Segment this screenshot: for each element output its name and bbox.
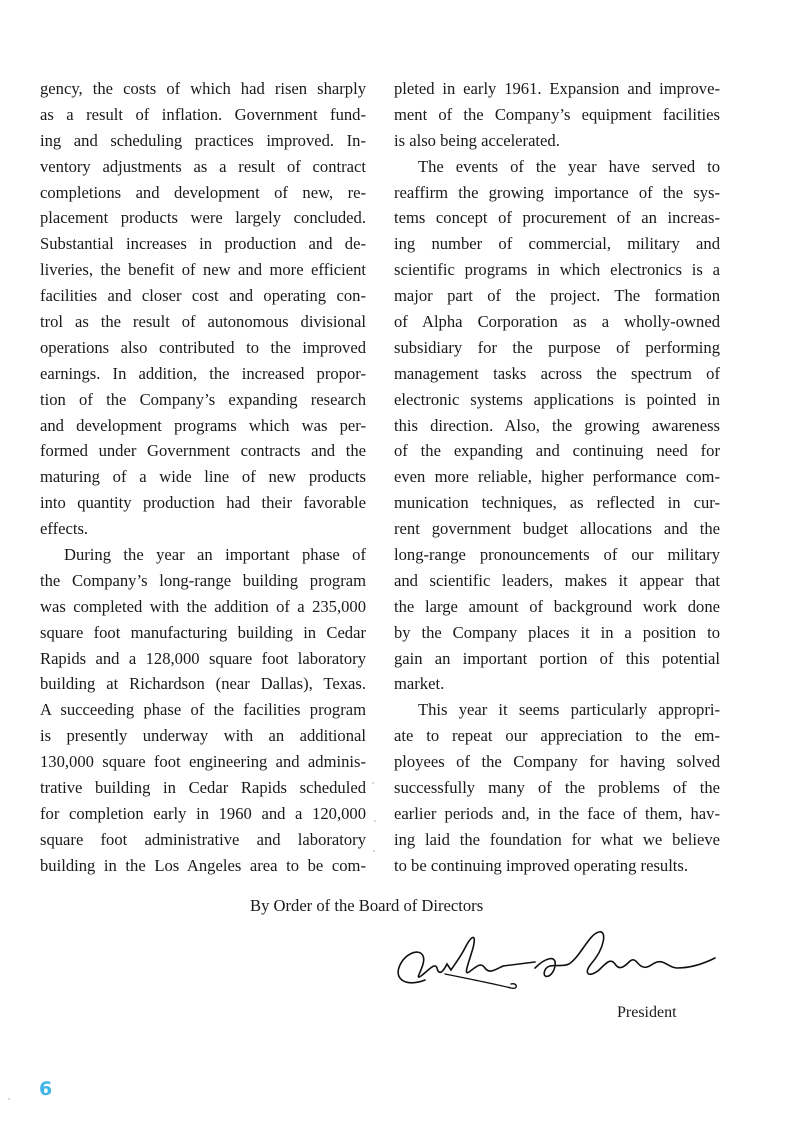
text-line: of the expanding and continuing need for (394, 441, 720, 461)
text-line: building in the Los Angeles area to be com- (40, 855, 366, 875)
text-line: tems concept of procurement of an increas- (394, 208, 720, 228)
paper-speck (374, 820, 376, 822)
text-line: scientific programs in which electronics is a (394, 260, 720, 280)
text-line: effects. (40, 519, 89, 539)
text-line: to be continuing improved operating results. (394, 855, 689, 875)
text-line: rent government budget allocations and the (394, 519, 720, 539)
paper-speck (8, 1098, 10, 1100)
closing-line: By Order of the Board of Directors (250, 896, 484, 915)
text-line: formed under Government contracts and the (40, 441, 366, 461)
signature-icon (385, 928, 725, 1000)
page-number: 6 (39, 1078, 53, 1100)
text-line: major part of the project. The formation (394, 286, 720, 306)
text-line: management tasks across the spectrum of (394, 363, 720, 383)
text-line: and scientific leaders, makes it appear that (394, 570, 720, 590)
text-line: electronic systems applications is pointed in (394, 389, 720, 409)
text-line: gain an important portion of this potential (394, 648, 720, 668)
text-line: is also being accelerated. (394, 130, 560, 150)
text-line: tion of the Company’s expanding research (40, 389, 366, 409)
text-line: is presently underway with an additional (40, 726, 366, 746)
text-line: square foot administrative and laboratory (40, 829, 366, 849)
text-line: liveries, the benefit of new and more efficient (40, 260, 366, 280)
text-line: facilities and closer cost and operating con- (40, 286, 366, 306)
text-line: into quantity production had their favorable (40, 493, 366, 513)
text-line: the Company’s long-range building program (40, 570, 366, 590)
paper-speck (373, 850, 375, 852)
text-line: and development programs which was per- (40, 415, 366, 435)
text-line: This year it seems particularly appropri- (418, 700, 720, 720)
text-line: The events of the year have served to (418, 156, 720, 176)
text-line: this direction. Also, the growing awareness (394, 415, 720, 435)
text-line: placement products were largely concluded. (40, 208, 366, 228)
text-line: earlier periods and, in the face of them, hav- (394, 803, 720, 823)
text-line: ployees of the Company for having solved (394, 752, 720, 772)
text-line: the large amount of background work done (394, 596, 720, 616)
text-line: ing number of commercial, military and (394, 234, 720, 254)
text-line: for completion early in 1960 and a 120,000 (40, 803, 366, 823)
text-line: even more reliable, higher performance com- (394, 467, 720, 487)
right-column (394, 76, 720, 879)
text-line: ate to repeat our appreciation to the em- (394, 726, 720, 746)
text-line: munication techniques, as reflected in cur- (394, 493, 720, 513)
text-line: ventory adjustments as a result of contract (40, 156, 366, 176)
text-line: Substantial increases in production and de- (40, 234, 366, 254)
text-line: Rapids and a 128,000 square foot laboratory (40, 648, 366, 668)
signatory-title: President (617, 1004, 677, 1021)
text-line: by the Company places it in a position to (394, 622, 720, 642)
text-line: ing and scheduling practices improved. In- (40, 130, 366, 150)
text-line: of Alpha Corporation as a wholly-owned (394, 312, 720, 332)
text-line: gency, the costs of which had risen sharply (40, 79, 366, 98)
text-line: subsidiary for the purpose of performing (394, 337, 720, 357)
text-line: earnings. In addition, the increased propor- (40, 363, 366, 383)
text-line: ment of the Company’s equipment facilities (394, 104, 720, 124)
text-line: A succeeding phase of the facilities program (40, 700, 366, 720)
text-line: square foot manufacturing building in Cedar (40, 622, 366, 642)
text-line: maturing of a wide line of new products (40, 467, 366, 487)
text-line: as a result of inflation. Government fund- (40, 104, 366, 124)
text-line: completions and development of new, re- (40, 182, 366, 202)
text-line: was completed with the addition of a 235,000 (40, 596, 366, 616)
text-line: long-range pronouncements of our military (394, 545, 720, 565)
text-line: trative building in Cedar Rapids scheduled (40, 778, 366, 798)
text-line: trol as the result of autonomous divisional (40, 312, 366, 332)
text-line: 130,000 square foot engineering and adminis- (40, 752, 366, 772)
paper-speck (372, 782, 374, 784)
text-line: building at Richardson (near Dallas), Texas. (40, 674, 366, 694)
text-line: operations also contributed to the improved (40, 337, 366, 357)
text-line: successfully many of the problems of the (394, 778, 720, 798)
text-line: reaffirm the growing importance of the sys- (394, 182, 720, 202)
text-line: During the year an important phase of (64, 545, 366, 565)
text-line: market. (394, 674, 445, 694)
text-line: pleted in early 1961. Expansion and improve- (394, 79, 720, 98)
left-column (40, 76, 366, 879)
text-line: ing laid the foundation for what we believe (394, 829, 720, 849)
